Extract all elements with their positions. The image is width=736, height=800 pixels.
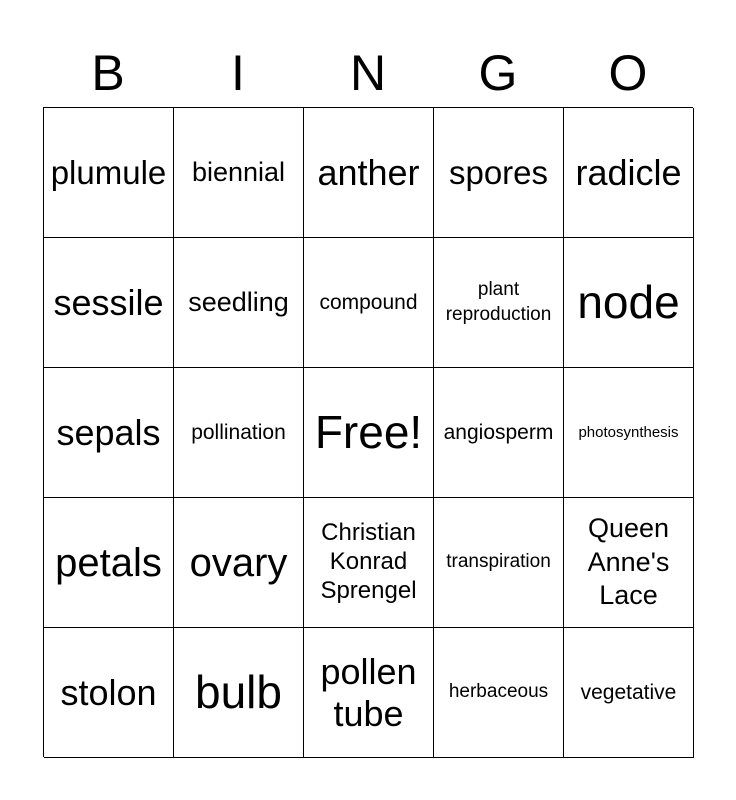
bingo-cell[interactable]	[434, 108, 564, 238]
cell-text: spores	[448, 153, 549, 191]
header-letter-g: G	[478, 45, 518, 101]
bingo-cell[interactable]	[564, 628, 694, 758]
bingo-cell[interactable]	[174, 628, 304, 758]
bingo-cell[interactable]	[44, 498, 174, 628]
header-letter-n: N	[349, 45, 387, 101]
cell-text: plumule	[50, 153, 167, 191]
cell-text: petals	[55, 540, 162, 585]
bingo-cell[interactable]	[434, 238, 564, 368]
cell-text: angiosperm	[443, 420, 554, 444]
bingo-cell[interactable]	[564, 498, 694, 628]
cell-text: ovary	[189, 540, 288, 585]
cell-text: compound	[319, 290, 418, 314]
bingo-cell[interactable]	[434, 368, 564, 498]
bingo-cell[interactable]	[174, 238, 304, 368]
bingo-cell[interactable]	[304, 238, 434, 368]
cell-text: anther	[317, 151, 420, 193]
bingo-cell[interactable]	[44, 368, 174, 498]
cell-text: node	[577, 276, 680, 329]
bingo-cell[interactable]	[564, 108, 694, 238]
cell-text: photosynthesis	[578, 423, 679, 441]
bingo-cell[interactable]	[434, 628, 564, 758]
header-letter-b: B	[91, 45, 125, 101]
cell-text: Queen Anne's Lace	[587, 512, 670, 611]
bingo-cell[interactable]	[434, 498, 564, 628]
cell-text: sessile	[53, 281, 164, 323]
cell-text: pollen tube	[320, 651, 417, 734]
free-space-text: Free!	[314, 406, 423, 459]
bingo-cell[interactable]	[44, 628, 174, 758]
header-letter-o: O	[608, 45, 648, 101]
bingo-cell[interactable]	[564, 368, 694, 498]
cell-text: plant reproduction	[445, 278, 552, 325]
cell-text: Christian Konrad Sprengel	[320, 519, 417, 604]
header-letter-i: I	[231, 45, 245, 101]
bingo-header	[43, 38, 693, 108]
bingo-cell[interactable]	[304, 108, 434, 238]
bingo-cell[interactable]	[304, 498, 434, 628]
cell-text: transpiration	[446, 551, 551, 573]
cell-text: sepals	[56, 411, 161, 453]
free-space-cell[interactable]	[304, 368, 434, 498]
bingo-cell[interactable]	[44, 238, 174, 368]
bingo-cell[interactable]	[44, 108, 174, 238]
bingo-cell[interactable]	[174, 498, 304, 628]
cell-text: bulb	[195, 666, 282, 719]
cell-text: radicle	[575, 151, 682, 193]
bingo-cell[interactable]	[174, 108, 304, 238]
cell-text: biennial	[191, 157, 286, 188]
bingo-board	[43, 107, 693, 757]
cell-text: herbaceous	[448, 681, 549, 703]
bingo-cell[interactable]	[174, 368, 304, 498]
cell-text: seedling	[188, 287, 289, 318]
cell-text: vegetative	[580, 680, 677, 704]
cell-text: pollination	[191, 420, 286, 444]
bingo-cell[interactable]	[304, 628, 434, 758]
cell-text: stolon	[60, 671, 157, 713]
bingo-cell[interactable]	[564, 238, 694, 368]
